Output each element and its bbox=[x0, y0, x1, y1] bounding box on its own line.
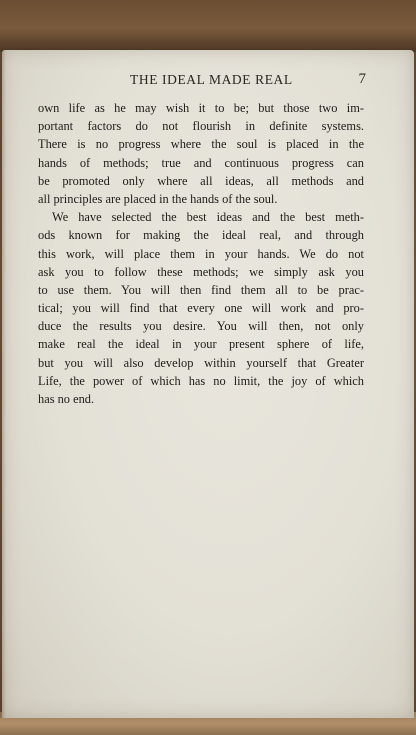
text-line: ask you to follow these methods; we simply ask you bbox=[38, 264, 364, 279]
text-line: own life as he may wish it to be; but those two im- bbox=[38, 101, 364, 115]
text-line: has no end. bbox=[38, 392, 95, 406]
text-line: Life, the power of which has no limit, the joy of which bbox=[38, 373, 364, 388]
page-number: 7 bbox=[358, 71, 366, 87]
text-line: There is no progress where the soul is placed in the bbox=[38, 137, 364, 152]
text-line: We have selected the best ideas and the best meth- bbox=[52, 210, 364, 225]
text-line: all principles are placed in the hands of the soul. bbox=[38, 191, 278, 206]
text-line: this work, will place them in your hands. We do not bbox=[38, 246, 364, 261]
paragraph-2 bbox=[38, 208, 364, 408]
text-line: be promoted only where all ideas, all methods and bbox=[38, 173, 364, 188]
text-line: duce the results you desire. You will then, not only bbox=[38, 319, 364, 334]
wooden-surface-top bbox=[0, 0, 416, 52]
text-line: tical; you will find that every one will work and pro- bbox=[38, 301, 364, 316]
text-line: make real the ideal in your present sphere of life, bbox=[38, 337, 364, 352]
running-head bbox=[38, 72, 378, 92]
paragraph-1 bbox=[38, 99, 364, 208]
text-line: portant factors do not flourish in definite systems. bbox=[38, 119, 364, 134]
running-title: THE IDEAL MADE REAL bbox=[130, 72, 293, 87]
text-line: to use them. You will then find them all to be prac- bbox=[38, 282, 364, 297]
body-text bbox=[38, 99, 364, 408]
text-line: ods known for making the ideal real, and through bbox=[38, 228, 364, 243]
text-line: hands of methods; true and continuous progress can bbox=[38, 155, 364, 170]
page-edge-shadow bbox=[0, 50, 6, 718]
text-line: but you will also develop within yourself that Greater bbox=[38, 355, 364, 370]
